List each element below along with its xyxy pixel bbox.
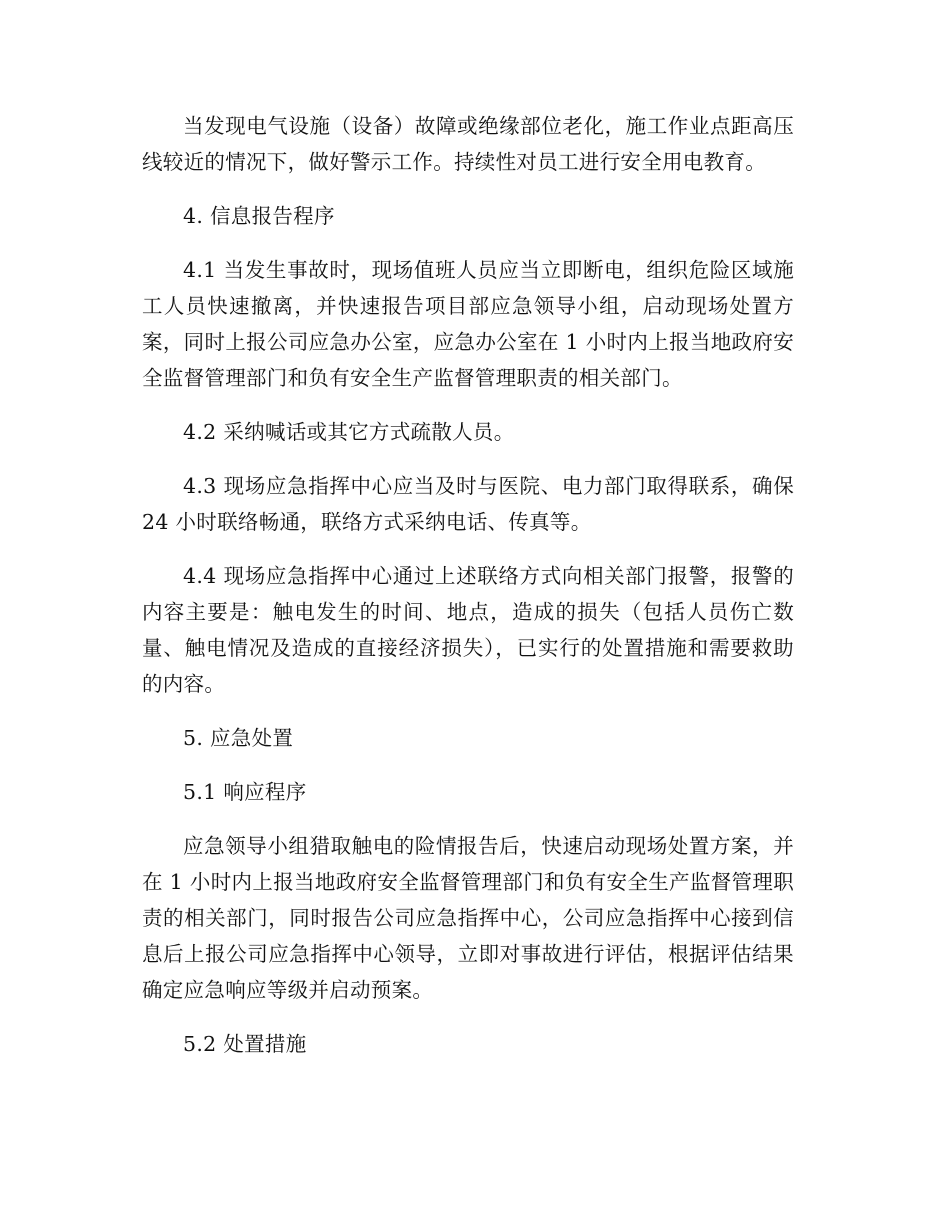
subsection-heading-5-1: 5.1 响应程序 xyxy=(183,780,307,804)
spacer xyxy=(142,180,794,198)
spacer xyxy=(142,396,794,414)
spacer xyxy=(142,756,794,774)
paragraph-5-1: 应急领导小组猎取触电的险情报告后，快速启动现场处置方案，并在 1 小时内上报当地政府安全监督管理部门和负有安全生产监督管理职责的相关部门，同时报告公司应急指挥中心，公司应急指挥中心接到信息后上报公司应急指挥中心领导，立即对事故进行评估，根据评估结果确定应急响应等级并启动预案。 xyxy=(142,834,794,1002)
paragraph-4-2: 4.2 采纳喊话或其它方式疏散人员。 xyxy=(183,420,515,444)
spacer xyxy=(142,810,794,828)
subsection-heading-5-2: 5.2 处置措施 xyxy=(183,1032,307,1056)
section-heading-4: 4. 信息报告程序 xyxy=(183,204,335,228)
paragraph-4-4: 4.4 现场应急指挥中心通过上述联络方式向相关部门报警，报警的内容主要是：触电发生的时间、地点，造成的损失（包括人员伤亡数量、触电情况及造成的直接经济损失），已实行的处置措施和需要救助的内容。 xyxy=(142,564,794,696)
paragraph-4-3: 4.3 现场应急指挥中心应当及时与医院、电力部门取得联系，确保 24 小时联络畅通，联络方式采纳电话、传真等。 xyxy=(142,474,794,534)
paragraph-4-1: 4.1 当发生事故时，现场值班人员应当立即断电，组织危险区域施工人员快速撤离，并快速报告项目部应急领导小组，启动现场处置方案，同时上报公司应急办公室，应急办公室在 1 小时内上报当地政府安全监督管理部门和负有安全生产监督管理职责的相关部门。 xyxy=(142,258,794,390)
spacer xyxy=(142,234,794,252)
spacer xyxy=(142,450,794,468)
paragraph-electrical-warning: 当发现电气设施（设备）故障或绝缘部位老化，施工作业点距高压线较近的情况下，做好警示工作。持续性对员工进行安全用电教育。 xyxy=(142,114,794,174)
spacer xyxy=(142,540,794,558)
spacer xyxy=(142,702,794,720)
section-heading-5: 5. 应急处置 xyxy=(183,726,294,750)
document-page xyxy=(142,108,794,1062)
spacer xyxy=(142,1008,794,1026)
